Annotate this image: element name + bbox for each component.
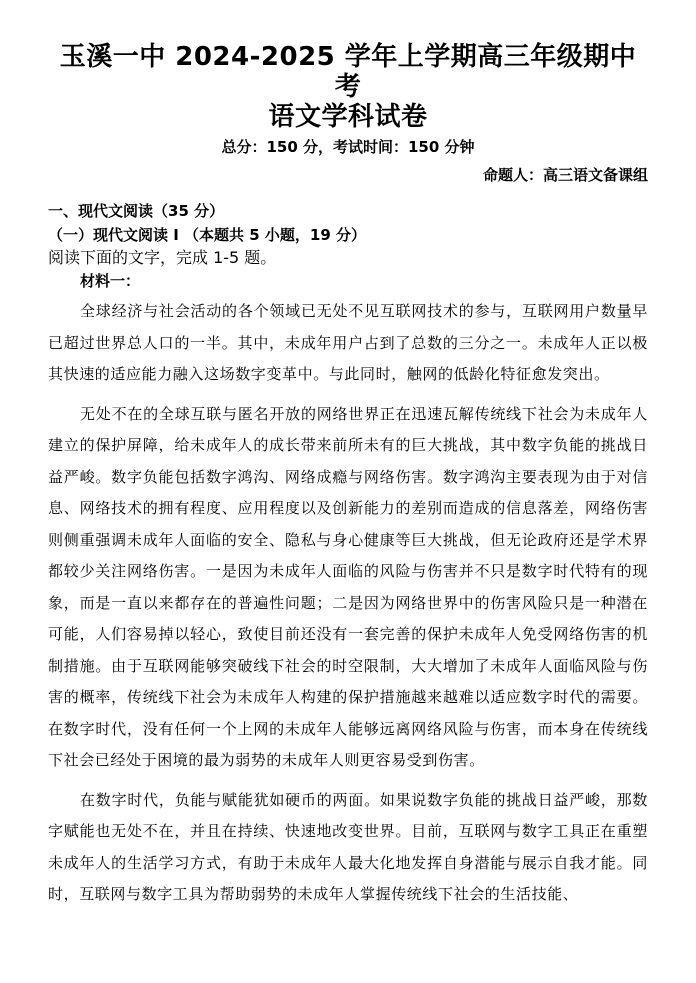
material-paragraph: 无处不在的全球互联与匿名开放的网络世界正在迅速瓦解传统线下社会为未成年人建立的保护屏障，给未成年人的成长带来前所未有的巨大挑战，其中数字负能的挑战日益严峻。数字负能包括数字鸿沟、网络成瘾与网络伤害。数字鸿沟主要表现为由于对信息、网络技术的拥有程度、应用程度以及创新能力的差别而造成的信息落差，网络伤害则侧重强调未成年人面临的安全、隐私与身心健康等巨大挑战，但无论政府还是学术界都较少关注网络伤害。一是因为未成年人面临的风险与伤害并不只是数字时代特有的现象，而是一直以来都存在的普遍性问题；二是因为网络世界中的伤害风险只是一种潜在可能，人们容易掉以轻心，致使目前还没有一套完善的保护未成年人免受网络伤害的机制措施。由于互联网能够突破线下社会的时空限制，大大增加了未成年人面临风险与伤害的概率，传统线下社会为未成年人构建的保护措施越来越难以适应数字时代的需要。在数字时代，没有任何一个上网的未成年人能够远离网络风险与伤害，而本身在传统线下社会已经处于困境的最为弱势的未成年人则更容易受到伤害。 xyxy=(48,404,648,769)
exam-title: 玉溪一中 2024-2025 学年上学期高三年级期中考 xyxy=(59,42,637,102)
subsection-heading: （一）现代文阅读 I （本题共 5 小题，19 分） xyxy=(48,226,367,244)
exam-subject-title: 语文学科试卷 xyxy=(268,102,428,132)
section-heading: 一、现代文阅读（35 分） xyxy=(48,202,225,220)
reading-instruction: 阅读下面的文字，完成 1-5 题。 xyxy=(48,248,277,267)
material-label: 材料一： xyxy=(80,272,141,290)
exam-author: 命题人：高三语文备课组 xyxy=(482,166,648,184)
material-paragraph: 全球经济与社会活动的各个领域已无处不见互联网技术的参与，互联网用户数量早已超过世界总人口的一半。其中，未成年用户占到了总数的三分之一。未成年人正以极其快速的适应能力融入这场数字变革中。与此同时，触网的低龄化特征愈发突出。 xyxy=(48,302,648,383)
material-paragraph: 在数字时代，负能与赋能犹如硬币的两面。如果说数字负能的挑战日益严峻，那数字赋能也无处不在，并且在持续、快速地改变世界。目前，互联网与数字工具正在重塑未成年人的生活学习方式，有助于未成年人最大化地发挥自身潜能与展示自我才能。同时，互联网与数字工具为帮助弱势的未成年人掌握传统线下社会的生活技能、 xyxy=(48,790,648,903)
exam-score-time: 总分：150 分，考试时间：150 分钟 xyxy=(221,138,475,156)
